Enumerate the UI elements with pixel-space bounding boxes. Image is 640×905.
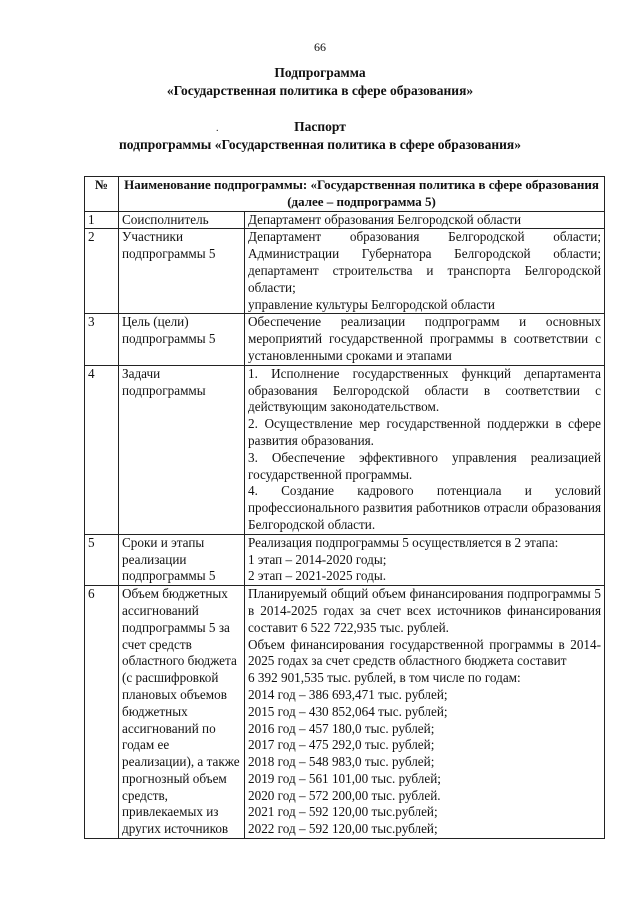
content-line: 2017 год – 475 292,0 тыс. рублей;: [248, 737, 435, 753]
row-content: [245, 365, 605, 534]
content-line: 1. Исполнение государственных функций департамента образования Белгородской области в соответствии с действующим законодательством.: [248, 365, 602, 415]
page-number: 66: [314, 40, 326, 54]
stray-mark: .: [216, 123, 219, 134]
row-name: Участники подпрограммы 5: [119, 229, 245, 314]
passport-label: Паспорт: [294, 119, 346, 134]
row-number: 1: [85, 211, 119, 229]
content-line: 1 этап – 2014-2020 годы;: [248, 551, 387, 567]
table-header-row: [85, 177, 605, 212]
content-line: управление культуры Белгородской области: [248, 296, 495, 312]
table-row: [85, 534, 605, 585]
row-content: [245, 211, 605, 229]
table-row: [85, 314, 605, 365]
row-content: [245, 586, 605, 839]
passport-heading: [0, 118, 640, 154]
table-row: [85, 365, 605, 534]
content-line: 2019 год – 561 101,00 тыс. рублей;: [248, 770, 441, 786]
passport-table: [84, 176, 605, 839]
row-content: [245, 534, 605, 585]
row-number: 2: [85, 229, 119, 314]
row-content: [245, 229, 605, 314]
row-name: Объем бюджетных ассигнований подпрограммы 5 за счет средств областного бюджета (с расшифровкой плановых объемов бюджетных ассигнований по годам ее реализации), а также прогнозный объем средств, привлекаемых из других источников: [119, 586, 245, 839]
row-name: Задачи подпрограммы: [119, 365, 245, 534]
table-row: [85, 229, 605, 314]
content-line: 2021 год – 592 120,00 тыс.рублей;: [248, 804, 438, 820]
content-line: 2018 год – 548 983,0 тыс. рублей;: [248, 754, 435, 770]
subprogram-label: Подпрограмма: [274, 65, 366, 80]
content-line: 4. Создание кадрового потенциала и условий профессионального развития работников отрасли образования Белгородской области.: [248, 483, 602, 532]
subprogram-title: «Государственная политика в сфере образования»: [166, 83, 474, 98]
content-line: 2015 год – 430 852,064 тыс. рублей;: [248, 703, 448, 719]
table-row: [85, 211, 605, 229]
subprogram-heading: [0, 64, 640, 100]
content-line: 2 этап – 2021-2025 годы.: [248, 568, 386, 584]
content-line: 2. Осуществление мер государственной поддержки в сфере развития образования.: [248, 416, 602, 448]
content-line: 3. Обеспечение эффективного управления реализацией государственной программы.: [248, 449, 602, 482]
content-line: Департамент образования Белгородской области: [248, 211, 522, 227]
header-title: Наименование подпрограммы: «Государственная политика в сфере образования (далее – подпрограмма 5): [119, 177, 605, 212]
row-content: [245, 314, 605, 365]
content-line: 2020 год – 572 200,00 тыс. рублей.: [248, 787, 441, 803]
passport-title: подпрограммы «Государственная политика в сфере образования»: [119, 137, 521, 152]
content-line: Объем финансирования государственной программы в 2014-2025 годах за счет средств областного бюджета составит: [248, 636, 602, 669]
content-line: Департамент образования Белгородской области; Администрации Губернатора Белгородской области; департамент строительства и транспорта Белгородской области;: [248, 229, 602, 295]
content-line: 2016 год – 457 180,0 тыс. рублей;: [248, 720, 435, 736]
content-line: 6 392 901,535 тыс. рублей, в том числе по годам:: [248, 670, 521, 686]
row-number: 4: [85, 365, 119, 534]
row-number: 5: [85, 534, 119, 585]
content-line: Реализация подпрограммы 5 осуществляется в 2 этапа:: [248, 534, 559, 550]
row-number: 6: [85, 586, 119, 839]
header-number: №: [85, 177, 119, 212]
content-line: 2014 год – 386 693,471 тыс. рублей;: [248, 686, 448, 702]
table-row: [85, 586, 605, 839]
content-line: 2022 год – 592 120,00 тыс.рублей;: [248, 821, 438, 837]
row-name: Соисполнитель: [119, 211, 245, 229]
content-line: Планируемый общий объем финансирования подпрограммы 5 в 2014-2025 годах за счет всех источников финансирования составит 6 522 722,935 тыс. рублей.: [248, 586, 602, 635]
row-number: 3: [85, 314, 119, 365]
content-line: Обеспечение реализации подпрограмм и основных мероприятий государственной программы в соответствии с установленными сроками и этапами: [248, 314, 602, 363]
row-name: Сроки и этапы реализации подпрограммы 5: [119, 534, 245, 585]
row-name: Цель (цели) подпрограммы 5: [119, 314, 245, 365]
